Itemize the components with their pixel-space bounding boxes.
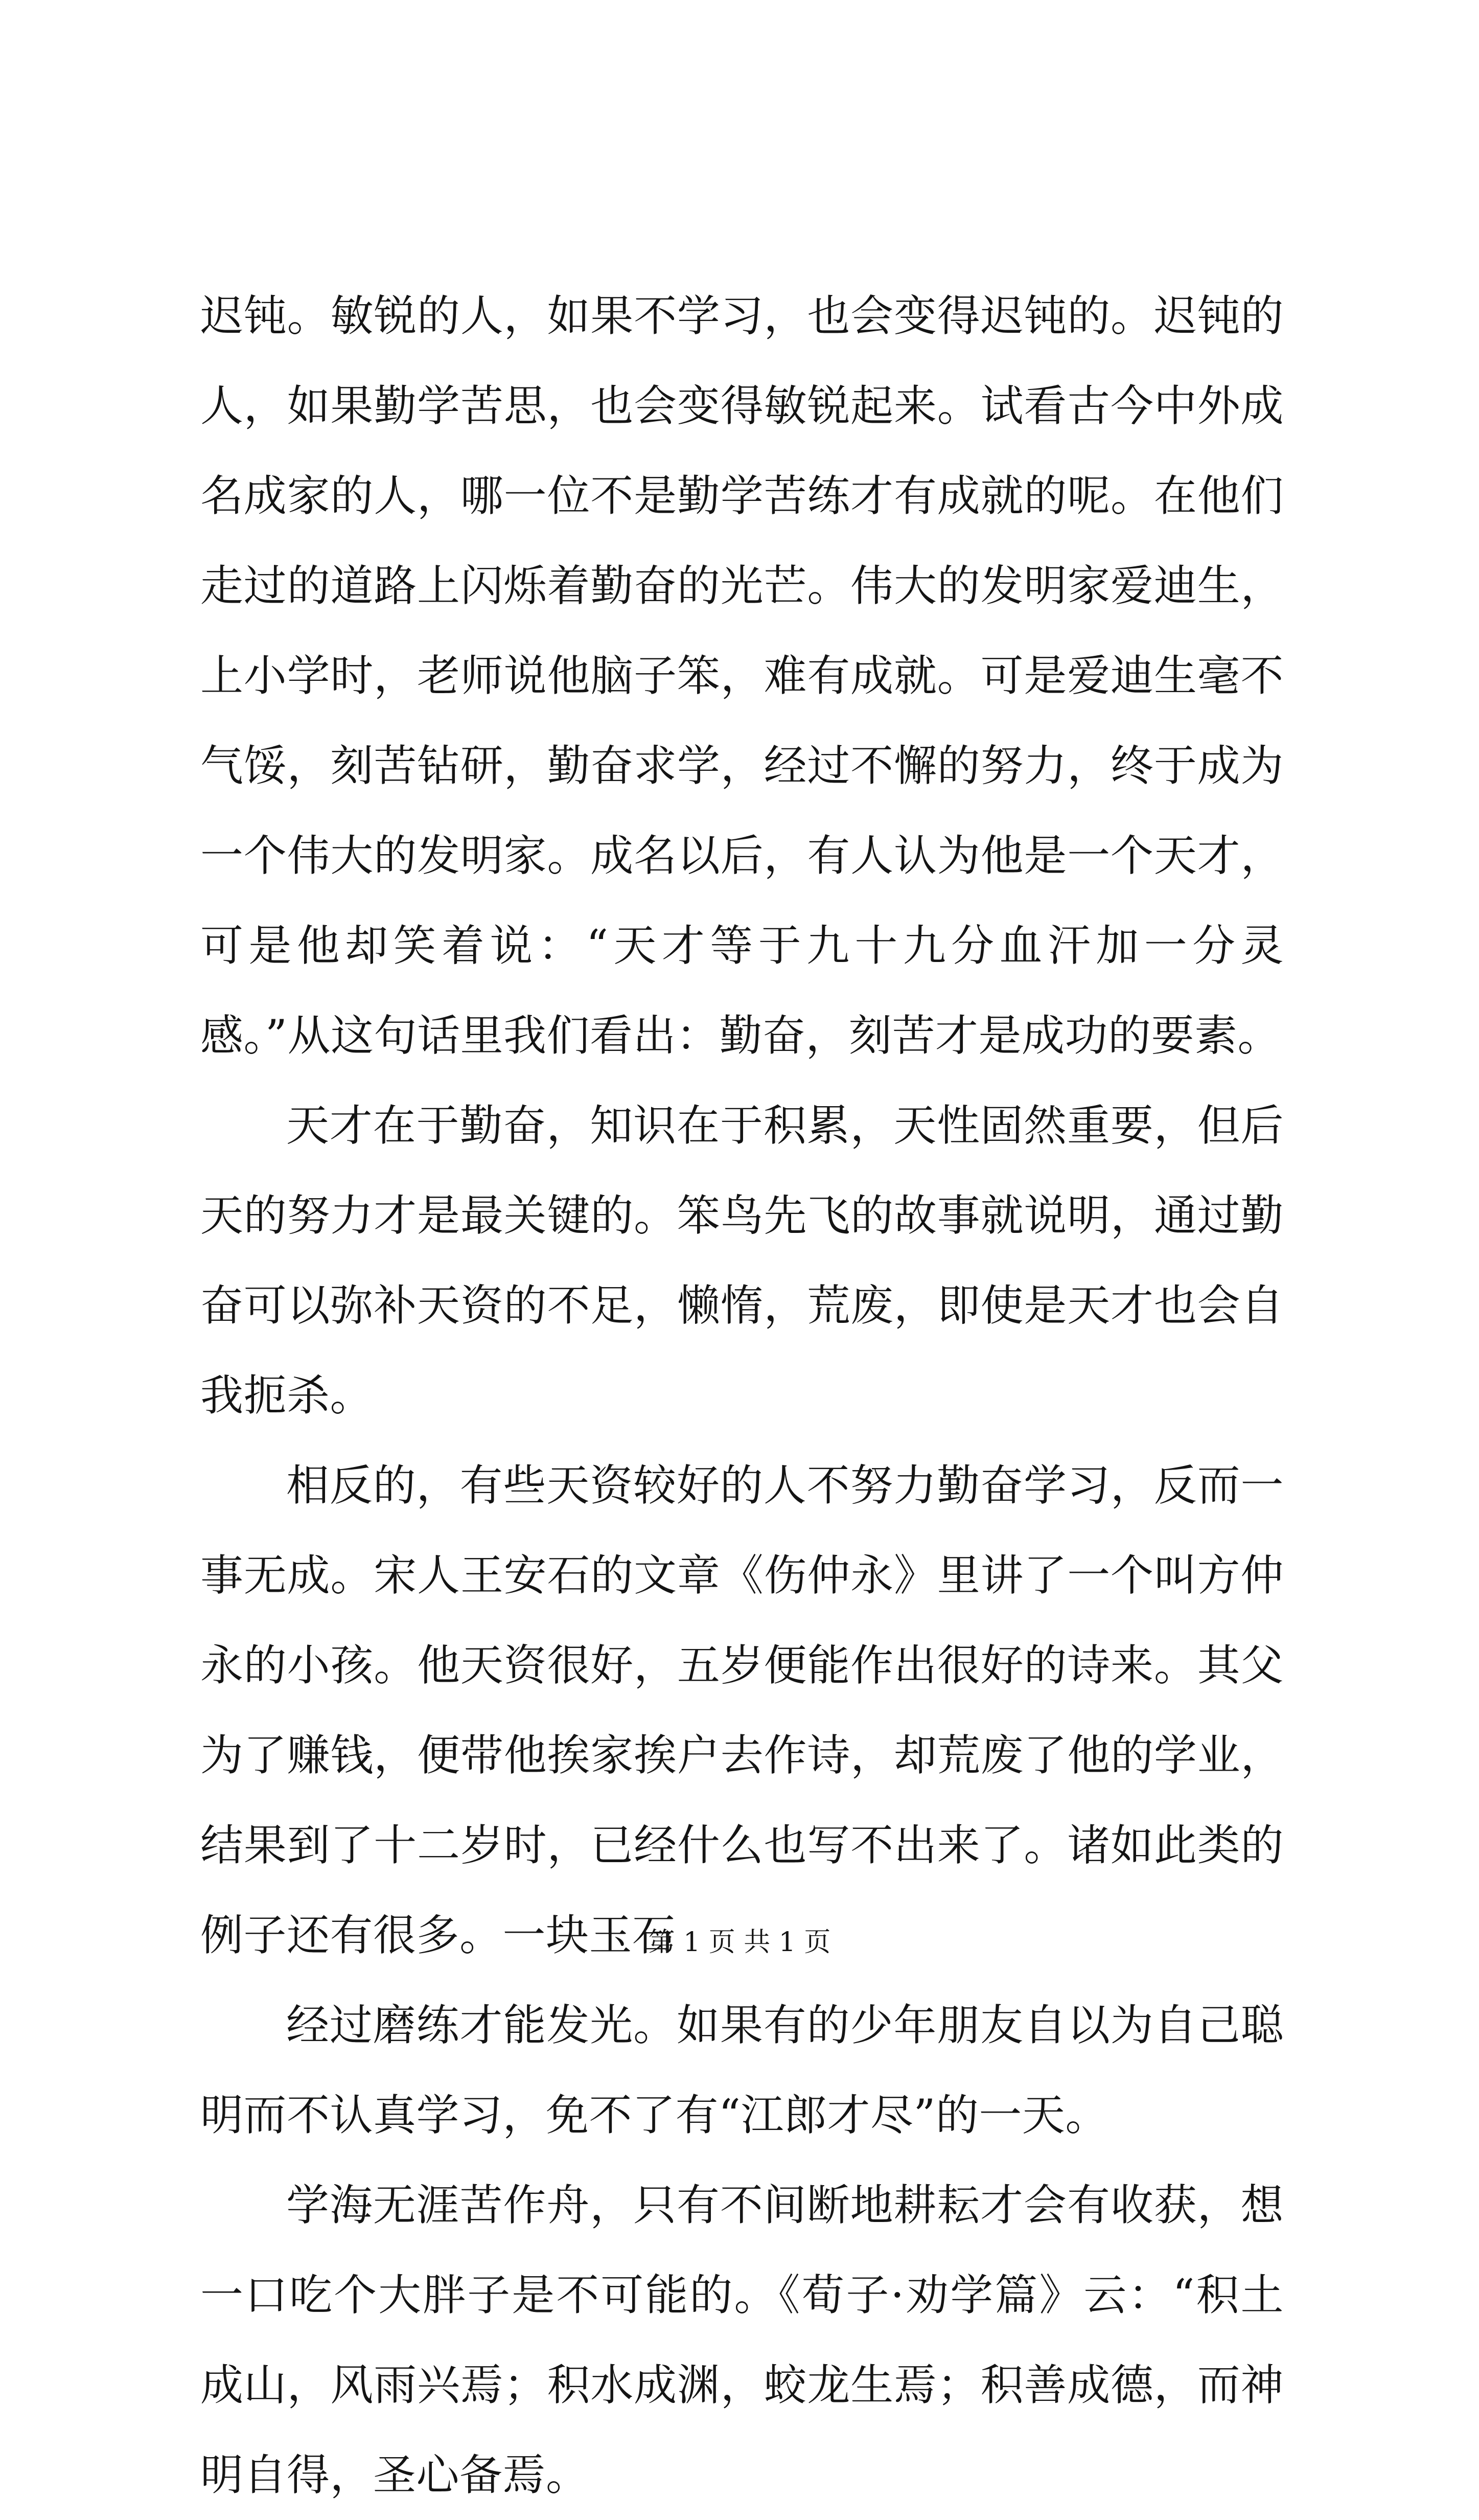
document-body <box>200 271 1284 2520</box>
paragraph-2: 天才在于勤奋，知识在于积累，天性固然重要，但后天的努力才是最关键的。笨鸟先飞的故事就说明，通过勤奋可以弥补天资的不足，懒惰，荒废，即使是天才也会自我扼杀。 <box>200 1101 1284 1421</box>
paragraph-1: 迟钝。敏锐的人，如果不学习，也会变得迟钝的。迟钝的人，如果勤学苦思，也会变得敏锐起来。试看古今中外成名成家的人，哪一位不是勤学苦练才有成就的呢。在他们走过的道路上闪烁着勤奋的光芒。伟大的发明家爱迪生，上小学时，老师说他脑子笨，难有成就。可是爱迪生毫不气馁，刻苦钻研，勤奋求学，经过不懈的努力，终于成为一个伟大的发明家。成名以后，有人认为他是一个天才，可是他却笑着说：“天才等于九十九分血汗加一分灵感。”从这句话里我们看出：勤奋，刻苦才是成功的要素。 <box>200 291 1284 1061</box>
paragraph-4: 经过磨练才能发光。如果有的少年朋友自以为自己聪明而不认真学习，免不了有“江郎才尽”的一天。 <box>200 2000 1284 2140</box>
page-number-footer: 第 1 页 共 1 页 <box>648 1927 831 1958</box>
paragraph-5: 学海无涯苦作舟，只有不间断地耕耘才会有收获，想一口吃个大胖子是不可能的。《荀子·劝学篇》云：“积土成山，风雨兴焉；积水成渊，蛟龙生焉；积善成德，而神明自得，圣心备焉。 <box>200 2180 1284 2500</box>
paragraph-3: 相反的，有些天资较好的人不努力勤奋学习，反而一事无成。宋人王安石的文章《伤仲永》里讲了一个叫方仲永的小孩。他天资很好，五岁便能作出很好的诗来。其父为了赚钱，便带他挨家挨户去作诗，却荒废了他的学业，结果到了十二岁时，已经什么也写不出来了。诸如此类的例子还有很多。一块玉石 <box>200 1460 1284 1960</box>
